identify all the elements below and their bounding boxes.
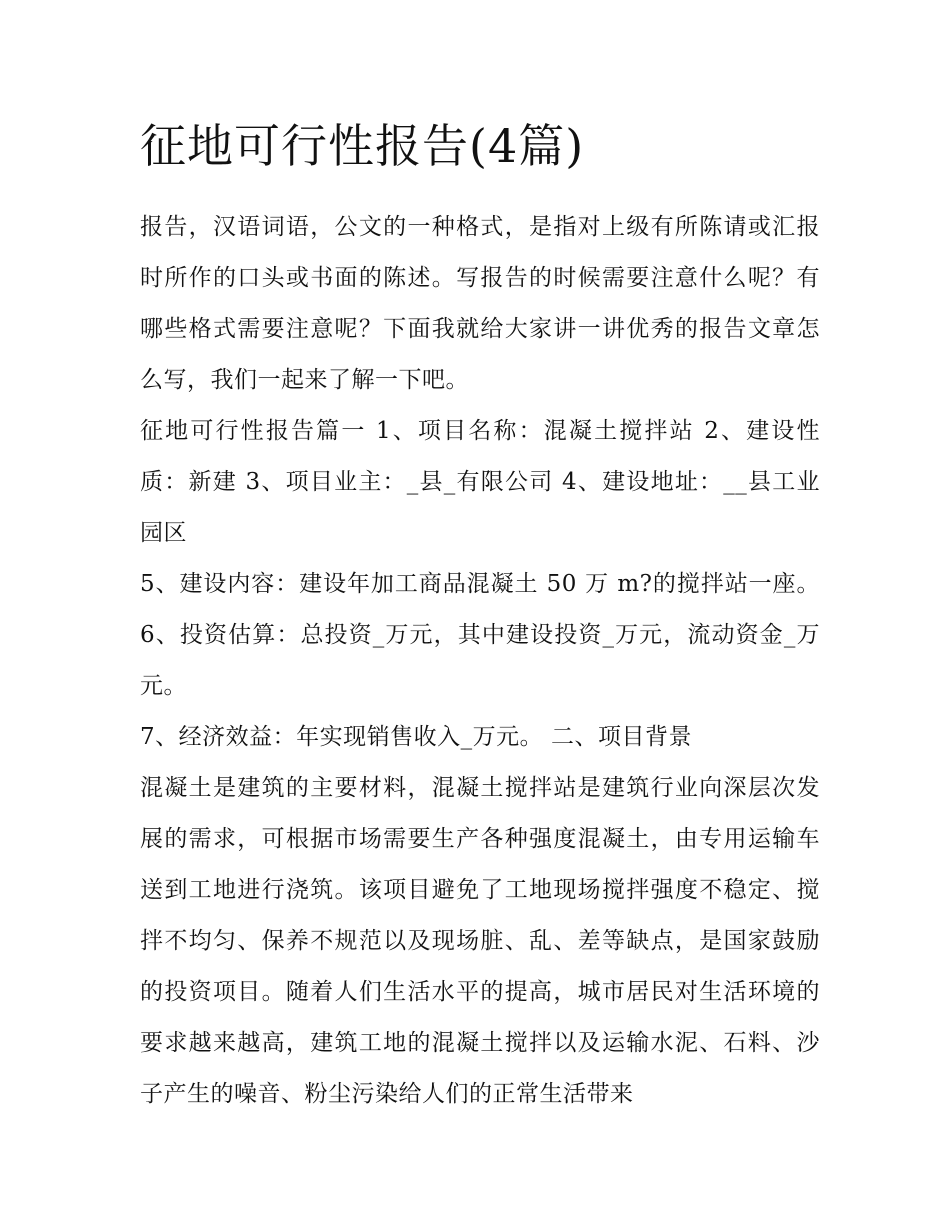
paragraph-background: 混凝土是建筑的主要材料，混凝土搅拌站是建筑行业向深层次发展的需求，可根据市场需要生产各种强度混凝土，由专用运输车送到工地进行浇筑。该项目避免了工地现场搅拌强度不稳定、搅拌不均匀、保养不规范以及现场脏、乱、差等缺点，是国家鼓励的投资项目。随着人们生活水平的提高，城市居民对生活环境的要求越来越高，建筑工地的混凝土搅拌以及运输水泥、石料、沙子产生的噪音、粉尘污染给人们的正常生活带来 [140, 775, 820, 1107]
document-title: 征地可行性报告(4篇) [140, 119, 585, 173]
paragraph-project-info: 征地可行性报告篇一 1、项目名称：混凝土搅拌站 2、建设性质：新建 3、项目业主：_县_有限公司 4、建设地址：__县工业园区 [140, 418, 820, 546]
paragraph-intro: 报告，汉语词语，公文的一种格式，是指对上级有所陈请或汇报时所作的口头或书面的陈述。写报告的时候需要注意什么呢？有哪些格式需要注意呢？下面我就给大家讲一讲优秀的报告文章怎么写，我们一起来了解一下吧。 [140, 214, 820, 393]
paragraph-economic-benefit: 7、经济效益：年实现销售收入_万元。 二、项目背景 [140, 724, 692, 750]
document-page [140, 108, 820, 1120]
paragraph-construction-content: 5、建设内容：建设年加工商品混凝土 50 万 m?的搅拌站一座。 6、投资估算：总投资_万元，其中建设投资_万元，流动资金_万元。 [140, 571, 820, 699]
